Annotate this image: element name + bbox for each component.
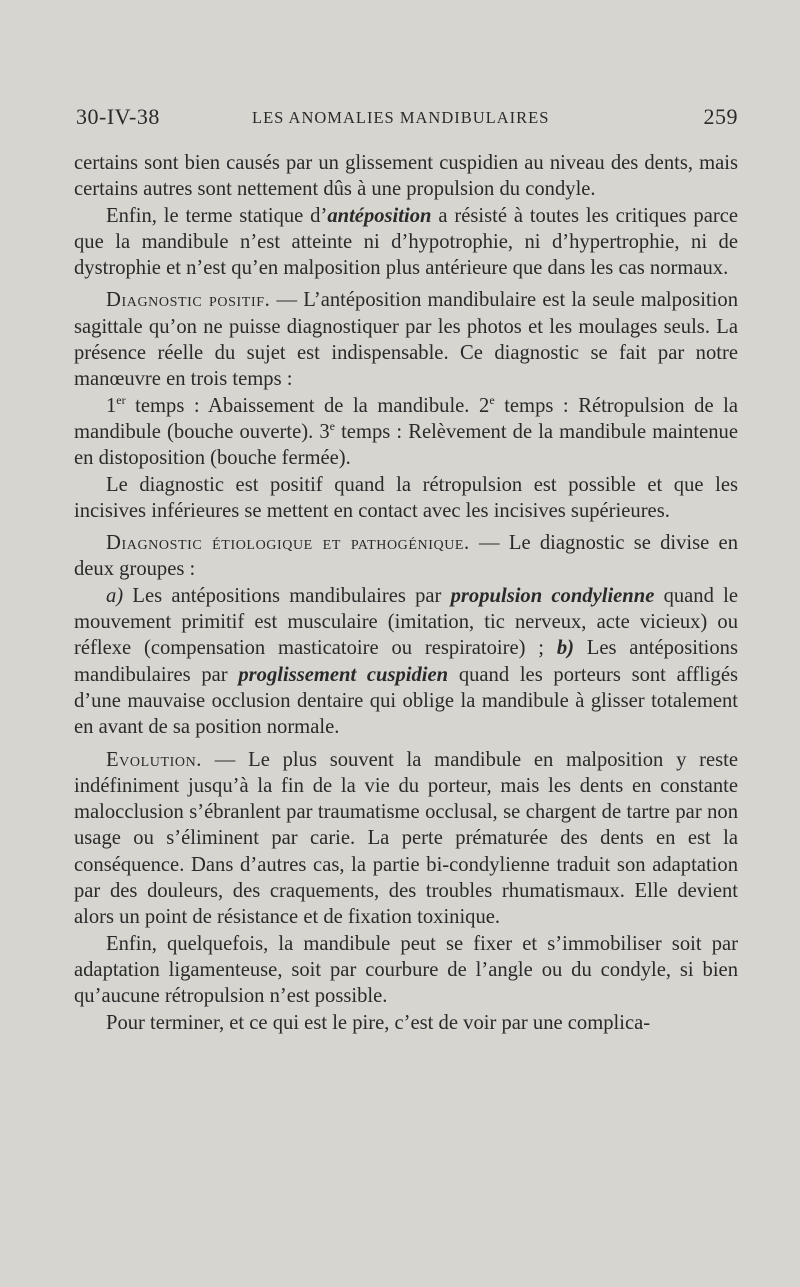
paragraph-5-text: Le diagnostic est positif quand la rétropulsion est possible et que les incisives inférieures se mettent en contact avec les incisives supérieures. <box>74 473 738 522</box>
step-1-number: 1 <box>106 394 117 417</box>
paragraph-2 <box>74 203 738 282</box>
paragraph-9 <box>74 931 738 1010</box>
paragraph-7 <box>74 583 738 741</box>
item-a-text-1: Les antépositions mandibulaires par <box>123 584 451 607</box>
term-proglissement-cuspidien: proglissement cuspidien <box>238 663 449 686</box>
section-heading-evolution: Evolution. <box>106 748 203 771</box>
step-3-number: 3 <box>319 420 330 443</box>
paragraph-1 <box>74 150 738 203</box>
step-2-text: temps : Rétropulsion de la mandibule (bouche ouverte). <box>74 394 738 443</box>
paragraph-3 <box>74 287 738 392</box>
item-a-text-2: quand le mouvement primitif est musculaire (imitation, tic nerveux, acte vicieux) ou réflexe (compensation masticatoire ou respiratoire) ; <box>74 584 738 660</box>
paragraph-5 <box>74 472 738 525</box>
paragraph-2-text-a: Enfin, le terme statique d’ <box>106 204 328 227</box>
section-heading-diagnostic-etiologique: Diagnostic étiologique et pathogénique. <box>106 532 470 555</box>
step-3-suffix: e <box>329 418 335 433</box>
item-b-label: b) <box>556 637 574 660</box>
page-body <box>74 150 738 1036</box>
step-2-number: 2 <box>479 394 490 417</box>
term-anteposition: antéposition <box>327 204 432 227</box>
paragraph-8-text: — Le plus souvent la mandibule en malposition y reste indéfiniment jusqu’à la fin de la vie du porteur, mais les dents en constante malocclusion s’ébranlent par traumatisme occlusal, se chargent de tartre par non usage ou s’éliminent par carie. La perte prématurée des dents en est la conséquence. Dans d’autres cas, la partie bi-condylienne traduit son adaptation par des douleurs, des craquements, des troubles rhumatismaux. Elle devient alors un point de résistance et de fixation toxinique. <box>74 748 738 929</box>
step-3-text: temps : Relèvement de la mandibule maintenue en distoposition (bouche fermée). <box>74 420 738 470</box>
paragraph-6-text: — Le diagnostic se divise en deux groupes : <box>74 532 738 581</box>
paragraph-10 <box>74 1010 738 1036</box>
item-b-text-1: Les antépositions mandibulaires par <box>74 637 738 686</box>
step-1-text: temps : Abaissement de la mandibule. <box>125 394 480 417</box>
paragraph-10-text: Pour terminer, et ce qui est le pire, c’est de voir par une complica- <box>106 1011 651 1034</box>
paragraph-3-text: — L’antéposition mandibulaire est la seule malposition sagittale qu’on ne puisse diagnostiquer par les photos et les moulages seuls. La présence réelle du sujet est indispensable. Ce diagnostic se fait par notre manœuvre en trois temps : <box>74 289 739 391</box>
paragraph-4 <box>74 393 738 472</box>
header-date: 30-IV-38 <box>76 104 160 129</box>
section-heading-diagnostic-positif: Diagnostic positif. <box>106 289 271 312</box>
running-header <box>76 104 738 134</box>
term-propulsion-condylienne: propulsion condylienne <box>450 584 655 607</box>
step-2-suffix: e <box>489 392 495 407</box>
page-number: 259 <box>703 104 738 129</box>
paragraph-1-text: certains sont bien causés par un glissement cuspidien au niveau des dents, mais certains autres sont nettement dûs à une propulsion du condyle. <box>74 152 738 201</box>
item-b-text-2: quand les porteurs sont affligés d’une mauvaise occlusion dentaire qui oblige la mandibule à glisser totalement en avant de sa position normale. <box>74 663 738 739</box>
step-1-suffix: er <box>116 392 126 407</box>
paragraph-6 <box>74 530 738 583</box>
paragraph-9-text: Enfin, quelquefois, la mandibule peut se fixer et s’immobiliser soit par adaptation ligamenteuse, soit par courbure de l’angle ou du condyle, si bien qu’aucune rétropulsion n’est possible. <box>74 932 738 1008</box>
item-a-label: a) <box>106 584 124 607</box>
paragraph-8 <box>74 747 738 931</box>
header-running-title: LES ANOMALIES MANDIBULAIRES <box>252 108 550 127</box>
paragraph-2-text-b: a résisté à toutes les critiques parce que la mandibule n’est atteinte ni d’hypotrophie, ni d’hypertrophie, ni de dystrophie et n’est qu’en malposition plus antérieure que dans les cas normaux. <box>74 204 738 280</box>
